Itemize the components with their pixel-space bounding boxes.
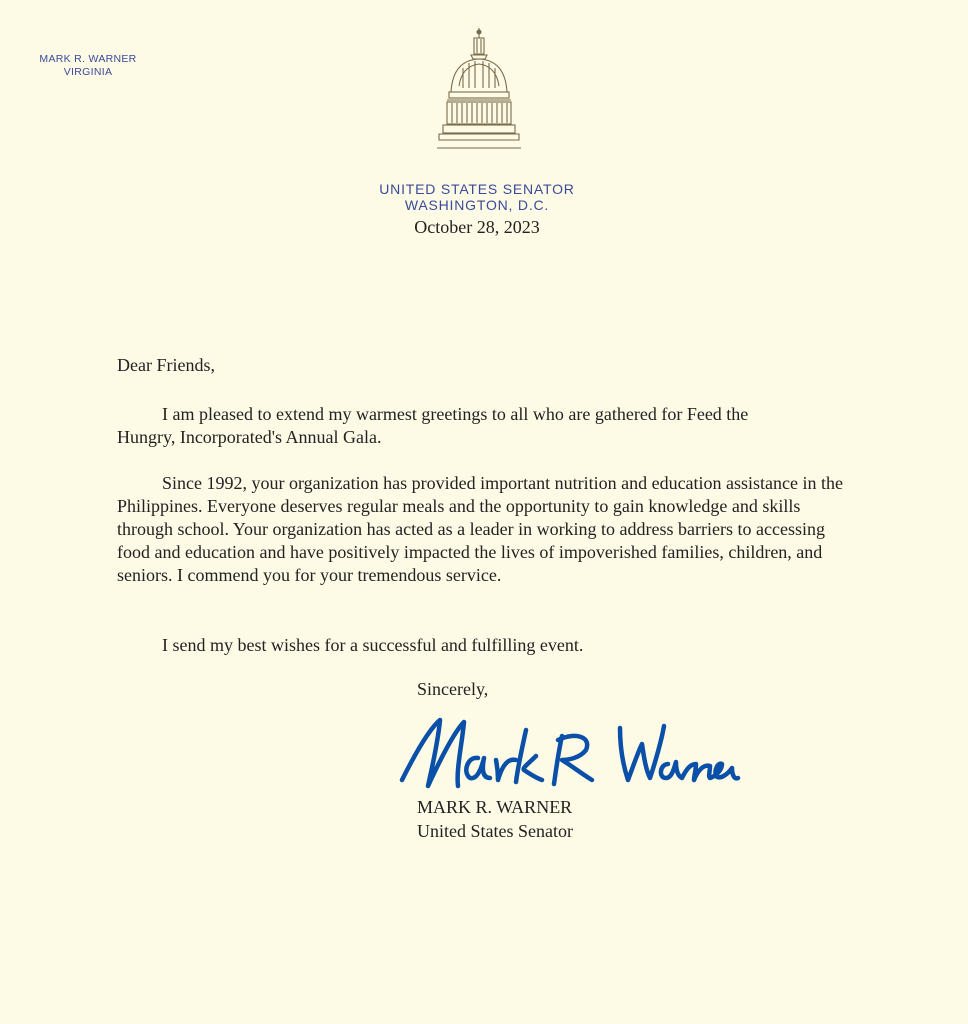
- office-title: UNITED STATES SENATOR: [379, 181, 575, 197]
- signer-title: United States Senator: [417, 821, 573, 841]
- capitol-dome-icon: [437, 28, 521, 154]
- signer-name: MARK R. WARNER: [417, 797, 573, 817]
- closing: Sincerely,: [417, 679, 489, 699]
- office-location: WASHINGTON, D.C.: [404, 197, 550, 213]
- sender-state: VIRGINIA: [63, 66, 113, 78]
- body-paragraph-1: I am pleased to extend my warmest greetings to all who are gathered for Feed the Hungry, Incorporated's Annual Gala.: [117, 404, 749, 447]
- body-paragraph-3: I send my best wishes for a successful and fulfilling event.: [162, 635, 584, 655]
- sender-name: MARK R. WARNER: [39, 53, 137, 65]
- letter-date: October 28, 2023: [414, 217, 540, 237]
- greeting: Dear Friends,: [117, 355, 215, 375]
- office-block: [360, 181, 594, 213]
- body-paragraph-2: Since 1992, your organization has provided important nutrition and education assistance in the Philippines. Everyone deserves regular meals and the opportunity to gain knowledge and skills through school. Your organization has acted as a leader in working to address barriers to accessing food and education and have positively impacted the lives of impoverished families, children, and seniors. I commend you for your tremendous service.: [117, 473, 844, 585]
- sender-block: [32, 53, 144, 79]
- handwritten-signature: [398, 708, 743, 798]
